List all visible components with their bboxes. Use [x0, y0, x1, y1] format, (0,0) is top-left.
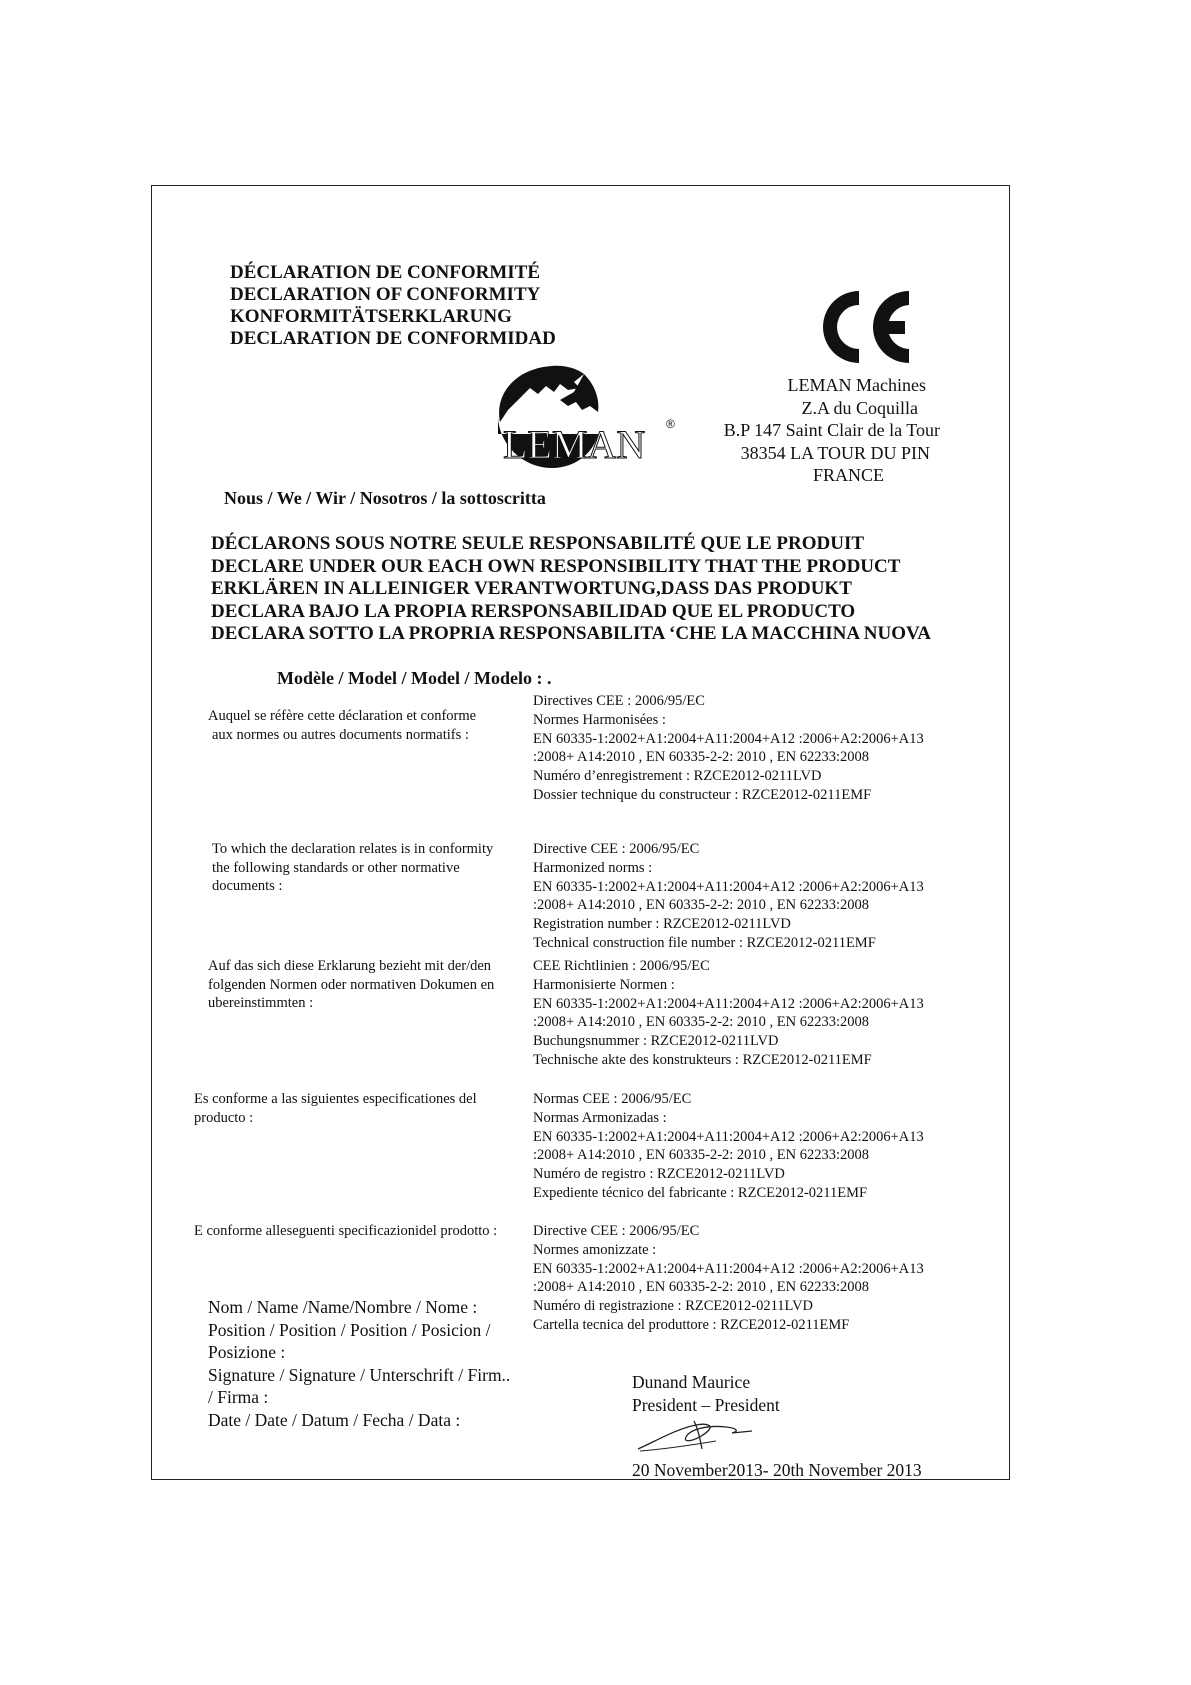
- section-en-intro-line: the following standards or other normative: [212, 859, 460, 876]
- standard-line: Expediente técnico del fabricante : RZCE2012-0211EMF: [533, 1184, 868, 1201]
- logo-text: LEMAN: [503, 422, 646, 467]
- standard-line: :2008+ A14:2010 , EN 60335-2-2: 2010 , EN 62233:2008: [533, 1014, 870, 1031]
- standard-line: Cartella tecnica del produttore : RZCE2012-0211EMF: [533, 1316, 850, 1333]
- field-signature-cont: / Firma :: [208, 1387, 269, 1407]
- section-en-standards: [533, 840, 924, 953]
- address-city: 38354 LA TOUR DU PIN: [740, 442, 930, 463]
- standard-line: Normes amonizzate :: [533, 1241, 657, 1258]
- section-es-intro-line: producto :: [194, 1109, 254, 1126]
- standard-line: Numéro d’enregistrement : RZCE2012-0211LVD: [533, 768, 822, 785]
- registered-mark: ®: [666, 417, 675, 431]
- standard-line: Harmonisierte Normen :: [533, 976, 675, 993]
- svg-text:LEMAN: [503, 422, 645, 467]
- section-en-intro: [212, 840, 493, 896]
- standard-line: Dossier technique du constructeur : RZCE2012-0211EMF: [533, 786, 872, 803]
- field-date: Date / Date / Datum / Fecha / Data :: [208, 1409, 461, 1430]
- standard-line: :2008+ A14:2010 , EN 60335-2-2: 2010 , EN 62233:2008: [533, 749, 870, 766]
- address-company: LEMAN Machines: [787, 375, 926, 395]
- standard-line: Numéro di registrazione : RZCE2012-0211LVD: [533, 1298, 814, 1315]
- standard-line: Buchungsnummer : RZCE2012-0211LVD: [533, 1033, 779, 1050]
- section-de-intro-line: folgenden Normen oder normativen Dokumen en: [208, 976, 495, 993]
- standard-line: :2008+ A14:2010 , EN 60335-2-2: 2010 , EN 62233:2008: [533, 1279, 870, 1296]
- field-position: Position / Position / Position / Posicion /: [208, 1319, 491, 1340]
- section-es-intro: [194, 1090, 477, 1127]
- standard-line: EN 60335-1:2002+A1:2004+A11:2004+A12 :2006+A2:2006+A13: [533, 1260, 924, 1277]
- standard-line: Directive CEE : 2006/95/EC: [533, 841, 700, 857]
- model-line: Modèle / Model / Model / Modelo : .: [277, 668, 552, 688]
- signatory-position: President – President: [632, 1394, 780, 1415]
- standard-line: Technische akte des konstrukteurs : RZCE2012-0211EMF: [533, 1051, 872, 1068]
- standard-line: EN 60335-1:2002+A1:2004+A11:2004+A12 :2006+A2:2006+A13: [533, 1128, 924, 1145]
- section-de-intro-line: ubereinstimmten :: [208, 995, 314, 1011]
- standard-line: Directives CEE : 2006/95/EC: [533, 693, 705, 709]
- address-country: FRANCE: [812, 465, 884, 485]
- responsibility-statements: [211, 533, 931, 646]
- standard-line: Normas CEE : 2006/95/EC: [533, 1091, 692, 1107]
- section-fr-intro: [208, 707, 476, 744]
- standard-line: EN 60335-1:2002+A1:2004+A11:2004+A12 :2006+A2:2006+A13: [533, 878, 924, 895]
- manufacturer-address: [700, 374, 940, 487]
- standard-line: CEE Richtlinien : 2006/95/EC: [533, 958, 710, 974]
- section-en-intro-line: documents :: [212, 878, 283, 894]
- section-de-intro: [208, 957, 494, 1013]
- signatory-name: Dunand Maurice: [632, 1372, 751, 1392]
- title-en: DECLARATION OF CONFORMITY: [230, 284, 541, 305]
- standard-line: EN 60335-1:2002+A1:2004+A11:2004+A12 :2006+A2:2006+A13: [533, 730, 924, 747]
- section-es-intro-line: Es conforme a las siguientes especificationes del: [194, 1091, 477, 1107]
- signatory: [632, 1371, 780, 1416]
- field-position-cont: Posizione :: [208, 1342, 286, 1362]
- standard-line: Numéro de registro : RZCE2012-0211LVD: [533, 1166, 785, 1183]
- field-name: Nom / Name /Name/Nombre / Nome :: [208, 1297, 478, 1317]
- leman-logo: [490, 362, 680, 470]
- statement-fr: DÉCLARONS SOUS NOTRE SEULE RESPONSABILITÉ QUE LE PRODUIT: [211, 533, 865, 554]
- standard-line: Normas Armonizadas :: [533, 1109, 667, 1126]
- we-line: Nous / We / Wir / Nosotros / la sottoscritta: [224, 488, 546, 508]
- field-signature: Signature / Signature / Unterschrift / Firm..: [208, 1364, 511, 1385]
- standard-line: Harmonized norms :: [533, 859, 653, 876]
- section-fr-intro-line: aux normes ou autres documents normatifs :: [212, 726, 469, 743]
- statement-en: DECLARE UNDER OUR EACH OWN RESPONSIBILITY THAT THE PRODUCT: [211, 555, 901, 577]
- title-es: DECLARATION DE CONFORMIDAD: [230, 328, 556, 349]
- section-de-standards: [533, 957, 924, 1070]
- signature-date: 20 November2013- 20th November 2013: [632, 1460, 922, 1478]
- standard-line: EN 60335-1:2002+A1:2004+A11:2004+A12 :2006+A2:2006+A13: [533, 995, 924, 1012]
- handwritten-signature: [636, 1415, 756, 1455]
- standard-line: Normes Harmonisées :: [533, 711, 666, 728]
- standard-line: Technical construction file number : RZCE2012-0211EMF: [533, 934, 876, 951]
- section-it-intro-line: E conforme alleseguenti specificazionidel prodotto :: [194, 1223, 498, 1239]
- statement-es: DECLARA BAJO LA PROPIA RERSPONSABILIDAD QUE EL PRODUCTO: [211, 600, 856, 622]
- section-es-standards: [533, 1090, 924, 1203]
- address-po-box: B.P 147 Saint Clair de la Tour: [723, 420, 940, 440]
- section-it-intro: [194, 1222, 497, 1241]
- title-fr: DÉCLARATION DE CONFORMITÉ: [230, 262, 541, 283]
- standard-line: Directive CEE : 2006/95/EC: [533, 1223, 700, 1239]
- title-de: KONFORMITÄTSERKLARUNG: [230, 306, 512, 327]
- section-it-standards: [533, 1222, 924, 1335]
- declaration-titles: [230, 262, 556, 350]
- section-fr-intro-line: Auquel se réfère cette déclaration et conforme: [208, 708, 477, 724]
- standard-line: Registration number : RZCE2012-0211LVD: [533, 916, 791, 933]
- section-de-intro-line: Auf das sich diese Erklarung bezieht mit der/den: [208, 958, 492, 974]
- signatory-fields: [208, 1296, 510, 1431]
- standard-line: :2008+ A14:2010 , EN 60335-2-2: 2010 , EN 62233:2008: [533, 897, 870, 914]
- statement-de: ERKLÄREN IN ALLEINIGER VERANTWORTUNG,DASS DAS PRODUKT: [211, 578, 852, 599]
- standard-line: :2008+ A14:2010 , EN 60335-2-2: 2010 , EN 62233:2008: [533, 1147, 870, 1164]
- section-fr-standards: [533, 692, 924, 805]
- ce-mark-icon: [815, 285, 915, 369]
- address-zone: Z.A du Coquilla: [801, 397, 918, 418]
- statement-it: DECLARA SOTTO LA PROPRIA RESPONSABILITA ‘CHE LA MACCHINA NUOVA: [211, 623, 932, 644]
- section-en-intro-line: To which the declaration relates is in conformity: [212, 841, 494, 857]
